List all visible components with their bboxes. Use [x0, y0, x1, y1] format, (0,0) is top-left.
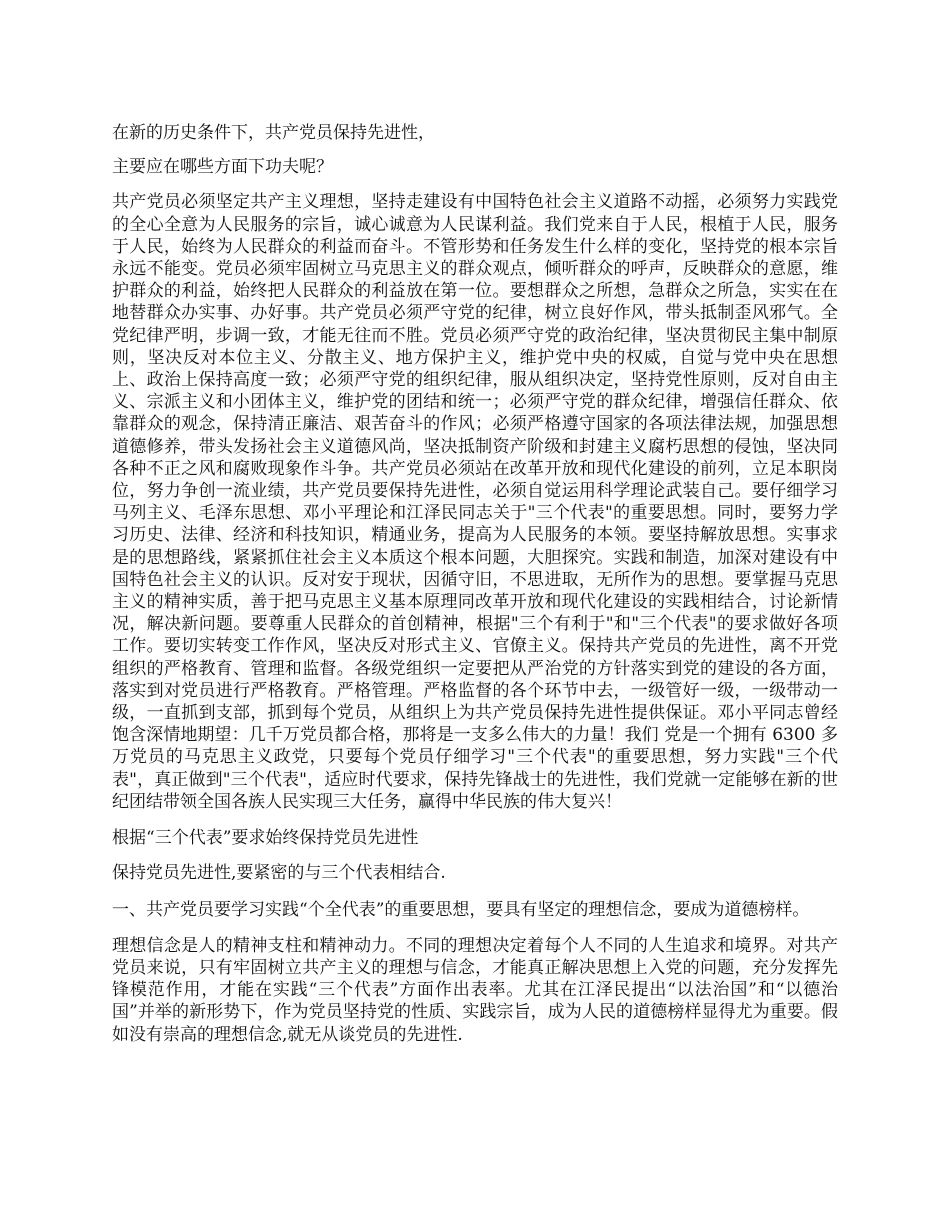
intro-line-2: 主要应在哪些方面下功夫呢？	[112, 157, 333, 178]
section-heading: 根据“三个代表”要求始终保持党员先进性	[112, 828, 419, 849]
point-one-heading: 一、共产党员要学习实践“个全代表”的重要思想，要具有坚定的理想信念，要成为道德榜样。	[112, 899, 810, 920]
point-one-paragraph: 理想信念是人的精神支柱和精神动力。不同的理想决定着每个人不同的人生追求和境界。对共产党员来说，只有牢固树立共产主义的理想与信念，才能真正解决思想上入党的问题，充分发挥先锋模范作用，才能在实践“三个代表”方面作出表率。尤其在江泽民提出“以法治国”和“以德治国”并举的新形势下，作为党员坚持党的性质、实践宗旨，成为人民的道德榜样显得尤为重要。假如没有崇高的理想信念,就无从谈党员的先进性.	[112, 935, 838, 1045]
body-paragraph-main: 共产党员必须坚定共产主义理想，坚持走建设有中国特色社会主义道路不动摇，必须努力实践党的全心全意为人民服务的宗旨，诚心诚意为人民谋利益。我们党来自于人民，根植于人民，服务于人民，始终为人民群众的利益而奋斗。不管形势和任务发生什么样的变化，坚持党的根本宗旨永远不能变。党员必须牢固树立马克思主义的群众观点，倾听群众的呼声，反映群众的意愿，维护群众的利益，始终把人民群众的利益放在第一位。要想群众之所想，急群众之所急，实实在在地替群众办实事、办好事。共产党员必须严守党的纪律，树立良好作风，带头抵制歪风邪气。全党纪律严明，步调一致，才能无往而不胜。党员必须严守党的政治纪律，坚决贯彻民主集中制原则，坚决反对本位主义、分散主义、地方保护主义，维护党中央的权威，自觉与党中央在思想上、政治上保持高度一致；必须严守党的组织纪律，服从组织决定，坚持党性原则，反对自由主义、宗派主义和小团体主义，维护党的团结和统一；必须严守党的群众纪律，增强信任群众、依靠群众的观念，保持清正廉洁、艰苦奋斗的作风；必须严格遵守国家的各项法律法规，加强思想道德修养，带头发扬社会主义道德风尚，坚决抵制资产阶级和封建主义腐朽思想的侵蚀，坚决同各种不正之风和腐败现象作斗争。共产党员必须站在改革开放和现代化建设的前列，立足本职岗位，努力争创一流业绩，共产党员要保持先进性，必须自觉运用科学理论武装自己。要仔细学习马列主义、毛泽东思想、邓小平理论和江泽民同志关于"三个代表"的重要思想。同时，要努力学习历史、法律、经济和科技知识，精通业务，提高为人民服务的本领。要坚持解放思想。实事求是的思想路线，紧紧抓住社会主义本质这个根本问题，大胆探究。实践和制造，加深对建设有中国特色社会主义的认识。反对安于现状，因循守旧，不思进取，无所作为的思想。要掌握马克思主义的精神实质，善于把马克思主义基本原理同改革开放和现代化建设的实践相结合，讨论新情况，解决新问题。要尊重人民群众的首创精神，根据"三个有利于"和"三个代表"的要求做好各项工作。要切实转变工作作风，坚决反对形式主义、官僚主义。保持共产党员的先进性，离不开党组织的严格教育、管理和监督。各级党组织一定要把从严治党的方针落实到党的建设的各方面，落实到对党员进行严格教育。严格管理。严格监督的各个环节中去，一级管好一级，一级带动一级，一直抓到支部，抓到每个党员，从组织上为共产党员保持先进性提供保证。邓小平同志曾经饱含深情地期望：几千万党员都合格，那将是一支多么伟大的力量！我们 党是一个拥有 6300 多万党员的马克思主义政党，只要每个党员仔细学习"三个代表"的重要思想，努力实践"三个代表"，真正做到"三个代表"，适应时代要求，保持先锋战士的先进性，我们党就一定能够在新的世纪团结带领全国各族人民实现三大任务，赢得中华民族的伟大复兴！	[112, 192, 838, 812]
intro-line-1: 在新的历史条件下，共产党员保持先进性，	[112, 123, 435, 143]
section-intro: 保持党员先进性,要紧密的与三个代表相结合.	[112, 863, 446, 884]
